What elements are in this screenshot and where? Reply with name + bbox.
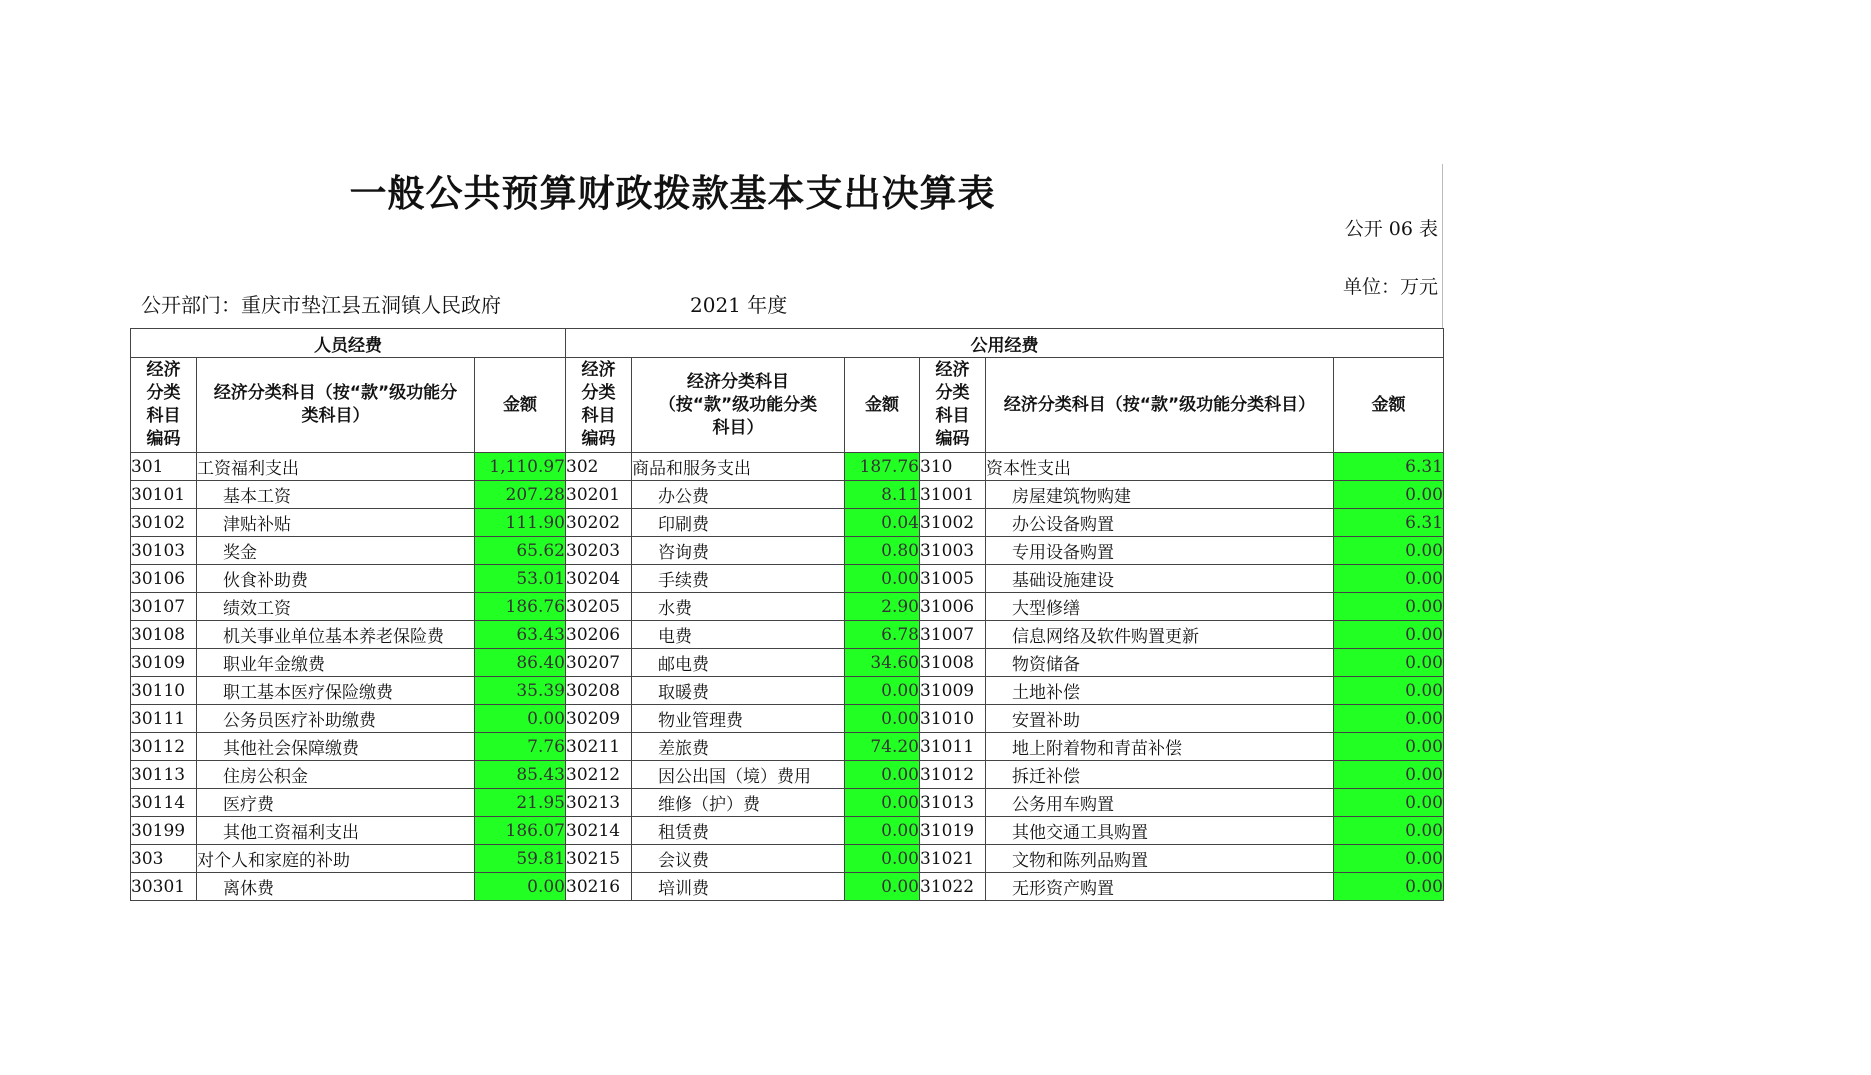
- capital-amount-cell: 0.00: [1334, 817, 1444, 845]
- personnel-code-cell: 30106: [131, 565, 197, 593]
- capital-name-cell: 资本性支出: [986, 453, 1334, 481]
- header-code-3: 经济分类科目编码: [920, 358, 986, 453]
- goods-name-cell: 商品和服务支出: [632, 453, 845, 481]
- goods-amount-cell: 0.80: [845, 537, 920, 565]
- group-personnel: 人员经费: [131, 329, 566, 358]
- goods-code-cell: 30213: [566, 789, 632, 817]
- personnel-name-cell: 职业年金缴费: [197, 649, 475, 677]
- capital-amount-cell: 0.00: [1334, 621, 1444, 649]
- capital-code-cell: 31013: [920, 789, 986, 817]
- capital-name-cell: 信息网络及软件购置更新: [986, 621, 1334, 649]
- capital-amount-cell: 6.31: [1334, 453, 1444, 481]
- personnel-name-cell: 其他社会保障缴费: [197, 733, 475, 761]
- goods-code-cell: 30211: [566, 733, 632, 761]
- personnel-name-cell: 津贴补贴: [197, 509, 475, 537]
- capital-name-cell: 其他交通工具购置: [986, 817, 1334, 845]
- table-row: [131, 733, 1444, 761]
- page-edge-line: [1442, 164, 1443, 329]
- personnel-amount-cell: 7.76: [475, 733, 566, 761]
- capital-amount-cell: 0.00: [1334, 789, 1444, 817]
- expenditure-table: [130, 328, 1444, 901]
- capital-code-cell: 31022: [920, 873, 986, 901]
- capital-name-cell: 安置补助: [986, 705, 1334, 733]
- table-row: [131, 593, 1444, 621]
- capital-amount-cell: 0.00: [1334, 649, 1444, 677]
- capital-amount-cell: 0.00: [1334, 705, 1444, 733]
- goods-amount-cell: 187.76: [845, 453, 920, 481]
- goods-code-cell: 30214: [566, 817, 632, 845]
- goods-name-cell: 差旅费: [632, 733, 845, 761]
- capital-amount-cell: 6.31: [1334, 509, 1444, 537]
- goods-amount-cell: 0.00: [845, 677, 920, 705]
- goods-code-cell: 30215: [566, 845, 632, 873]
- capital-name-cell: 文物和陈列品购置: [986, 845, 1334, 873]
- personnel-amount-cell: 111.90: [475, 509, 566, 537]
- personnel-amount-cell: 65.62: [475, 537, 566, 565]
- goods-name-cell: 印刷费: [632, 509, 845, 537]
- goods-amount-cell: 0.00: [845, 705, 920, 733]
- personnel-amount-cell: 0.00: [475, 873, 566, 901]
- department-label: 公开部门：重庆市垫江县五洞镇人民政府: [141, 293, 501, 317]
- goods-name-cell: 会议费: [632, 845, 845, 873]
- goods-name-cell: 咨询费: [632, 537, 845, 565]
- goods-code-cell: 30205: [566, 593, 632, 621]
- table-body: [131, 453, 1444, 901]
- goods-code-cell: 30208: [566, 677, 632, 705]
- goods-amount-cell: 74.20: [845, 733, 920, 761]
- unit-label: 单位：万元: [1342, 276, 1438, 298]
- goods-amount-cell: 0.04: [845, 509, 920, 537]
- capital-code-cell: 31007: [920, 621, 986, 649]
- goods-amount-cell: 8.11: [845, 481, 920, 509]
- capital-code-cell: 310: [920, 453, 986, 481]
- capital-code-cell: 31003: [920, 537, 986, 565]
- personnel-code-cell: 30102: [131, 509, 197, 537]
- capital-name-cell: 无形资产购置: [986, 873, 1334, 901]
- table-row: [131, 481, 1444, 509]
- goods-code-cell: 30209: [566, 705, 632, 733]
- table-code: 公开 06 表: [1344, 218, 1438, 240]
- capital-amount-cell: 0.00: [1334, 565, 1444, 593]
- capital-code-cell: 31019: [920, 817, 986, 845]
- goods-name-cell: 电费: [632, 621, 845, 649]
- capital-name-cell: 大型修缮: [986, 593, 1334, 621]
- capital-amount-cell: 0.00: [1334, 537, 1444, 565]
- goods-amount-cell: 0.00: [845, 761, 920, 789]
- personnel-code-cell: 301: [131, 453, 197, 481]
- table-row: [131, 873, 1444, 901]
- personnel-amount-cell: 85.43: [475, 761, 566, 789]
- header-name-2: 经济分类科目（按“款”级功能分类科目）: [632, 358, 845, 453]
- goods-name-cell: 手续费: [632, 565, 845, 593]
- report-title: 一般公共预算财政拨款基本支出决算表: [349, 172, 996, 215]
- capital-code-cell: 31012: [920, 761, 986, 789]
- personnel-code-cell: 30113: [131, 761, 197, 789]
- goods-code-cell: 30203: [566, 537, 632, 565]
- goods-code-cell: 30207: [566, 649, 632, 677]
- capital-code-cell: 31009: [920, 677, 986, 705]
- personnel-amount-cell: 207.28: [475, 481, 566, 509]
- goods-code-cell: 30204: [566, 565, 632, 593]
- personnel-amount-cell: 59.81: [475, 845, 566, 873]
- personnel-amount-cell: 35.39: [475, 677, 566, 705]
- goods-code-cell: 30202: [566, 509, 632, 537]
- capital-amount-cell: 0.00: [1334, 677, 1444, 705]
- personnel-code-cell: 303: [131, 845, 197, 873]
- header-code-2: 经济分类科目编码: [566, 358, 632, 453]
- goods-code-cell: 30212: [566, 761, 632, 789]
- capital-code-cell: 31008: [920, 649, 986, 677]
- group-public: 公用经费: [566, 329, 1444, 358]
- capital-name-cell: 地上附着物和青苗补偿: [986, 733, 1334, 761]
- table-row: [131, 677, 1444, 705]
- personnel-name-cell: 基本工资: [197, 481, 475, 509]
- personnel-name-cell: 其他工资福利支出: [197, 817, 475, 845]
- capital-code-cell: 31021: [920, 845, 986, 873]
- personnel-name-cell: 公务员医疗补助缴费: [197, 705, 475, 733]
- table-row: [131, 453, 1444, 481]
- personnel-name-cell: 职工基本医疗保险缴费: [197, 677, 475, 705]
- capital-code-cell: 31005: [920, 565, 986, 593]
- capital-name-cell: 基础设施建设: [986, 565, 1334, 593]
- capital-code-cell: 31002: [920, 509, 986, 537]
- personnel-code-cell: 30103: [131, 537, 197, 565]
- goods-code-cell: 302: [566, 453, 632, 481]
- capital-name-cell: 专用设备购置: [986, 537, 1334, 565]
- table-row: [131, 565, 1444, 593]
- capital-amount-cell: 0.00: [1334, 733, 1444, 761]
- capital-amount-cell: 0.00: [1334, 593, 1444, 621]
- personnel-code-cell: 30111: [131, 705, 197, 733]
- personnel-code-cell: 30108: [131, 621, 197, 649]
- table-row: [131, 789, 1444, 817]
- goods-amount-cell: 34.60: [845, 649, 920, 677]
- personnel-code-cell: 30101: [131, 481, 197, 509]
- personnel-name-cell: 伙食补助费: [197, 565, 475, 593]
- goods-code-cell: 30201: [566, 481, 632, 509]
- personnel-name-cell: 机关事业单位基本养老保险费: [197, 621, 475, 649]
- personnel-code-cell: 30110: [131, 677, 197, 705]
- goods-code-cell: 30216: [566, 873, 632, 901]
- goods-amount-cell: 6.78: [845, 621, 920, 649]
- capital-code-cell: 31010: [920, 705, 986, 733]
- header-amount-1: 金额: [475, 358, 566, 453]
- goods-name-cell: 取暖费: [632, 677, 845, 705]
- personnel-name-cell: 绩效工资: [197, 593, 475, 621]
- personnel-code-cell: 30109: [131, 649, 197, 677]
- goods-code-cell: 30206: [566, 621, 632, 649]
- goods-amount-cell: 0.00: [845, 845, 920, 873]
- goods-name-cell: 培训费: [632, 873, 845, 901]
- personnel-amount-cell: 86.40: [475, 649, 566, 677]
- table-row: [131, 761, 1444, 789]
- capital-amount-cell: 0.00: [1334, 873, 1444, 901]
- header-name-3: 经济分类科目（按“款”级功能分类科目）: [986, 358, 1334, 453]
- capital-name-cell: 物资储备: [986, 649, 1334, 677]
- personnel-amount-cell: 53.01: [475, 565, 566, 593]
- personnel-name-cell: 离休费: [197, 873, 475, 901]
- goods-name-cell: 办公费: [632, 481, 845, 509]
- personnel-name-cell: 住房公积金: [197, 761, 475, 789]
- header-amount-2: 金额: [845, 358, 920, 453]
- table-row: [131, 621, 1444, 649]
- capital-name-cell: 拆迁补偿: [986, 761, 1334, 789]
- table-row: [131, 537, 1444, 565]
- capital-amount-cell: 0.00: [1334, 481, 1444, 509]
- goods-name-cell: 水费: [632, 593, 845, 621]
- goods-name-cell: 因公出国（境）费用: [632, 761, 845, 789]
- table-row: [131, 817, 1444, 845]
- capital-code-cell: 31006: [920, 593, 986, 621]
- capital-name-cell: 房屋建筑物购建: [986, 481, 1334, 509]
- table-row: [131, 705, 1444, 733]
- capital-amount-cell: 0.00: [1334, 761, 1444, 789]
- goods-amount-cell: 0.00: [845, 873, 920, 901]
- personnel-name-cell: 对个人和家庭的补助: [197, 845, 475, 873]
- personnel-name-cell: 工资福利支出: [197, 453, 475, 481]
- personnel-code-cell: 30107: [131, 593, 197, 621]
- goods-name-cell: 邮电费: [632, 649, 845, 677]
- header-name-1: 经济分类科目（按“款”级功能分类科目）: [197, 358, 475, 453]
- personnel-name-cell: 医疗费: [197, 789, 475, 817]
- personnel-amount-cell: 1,110.97: [475, 453, 566, 481]
- personnel-code-cell: 30114: [131, 789, 197, 817]
- personnel-code-cell: 30199: [131, 817, 197, 845]
- personnel-amount-cell: 63.43: [475, 621, 566, 649]
- table-row: [131, 509, 1444, 537]
- goods-amount-cell: 0.00: [845, 565, 920, 593]
- goods-amount-cell: 0.00: [845, 789, 920, 817]
- personnel-name-cell: 奖金: [197, 537, 475, 565]
- personnel-code-cell: 30112: [131, 733, 197, 761]
- table-row: [131, 649, 1444, 677]
- capital-code-cell: 31001: [920, 481, 986, 509]
- goods-name-cell: 物业管理费: [632, 705, 845, 733]
- table-row: [131, 845, 1444, 873]
- personnel-amount-cell: 21.95: [475, 789, 566, 817]
- header-code-1: 经济分类科目编码: [131, 358, 197, 453]
- personnel-amount-cell: 186.76: [475, 593, 566, 621]
- capital-name-cell: 办公设备购置: [986, 509, 1334, 537]
- personnel-amount-cell: 0.00: [475, 705, 566, 733]
- goods-name-cell: 租赁费: [632, 817, 845, 845]
- year-label: 2021 年度: [690, 293, 788, 317]
- capital-code-cell: 31011: [920, 733, 986, 761]
- header-amount-3: 金额: [1334, 358, 1444, 453]
- capital-name-cell: 公务用车购置: [986, 789, 1334, 817]
- goods-amount-cell: 2.90: [845, 593, 920, 621]
- goods-amount-cell: 0.00: [845, 817, 920, 845]
- goods-name-cell: 维修（护）费: [632, 789, 845, 817]
- personnel-code-cell: 30301: [131, 873, 197, 901]
- personnel-amount-cell: 186.07: [475, 817, 566, 845]
- capital-amount-cell: 0.00: [1334, 845, 1444, 873]
- capital-name-cell: 土地补偿: [986, 677, 1334, 705]
